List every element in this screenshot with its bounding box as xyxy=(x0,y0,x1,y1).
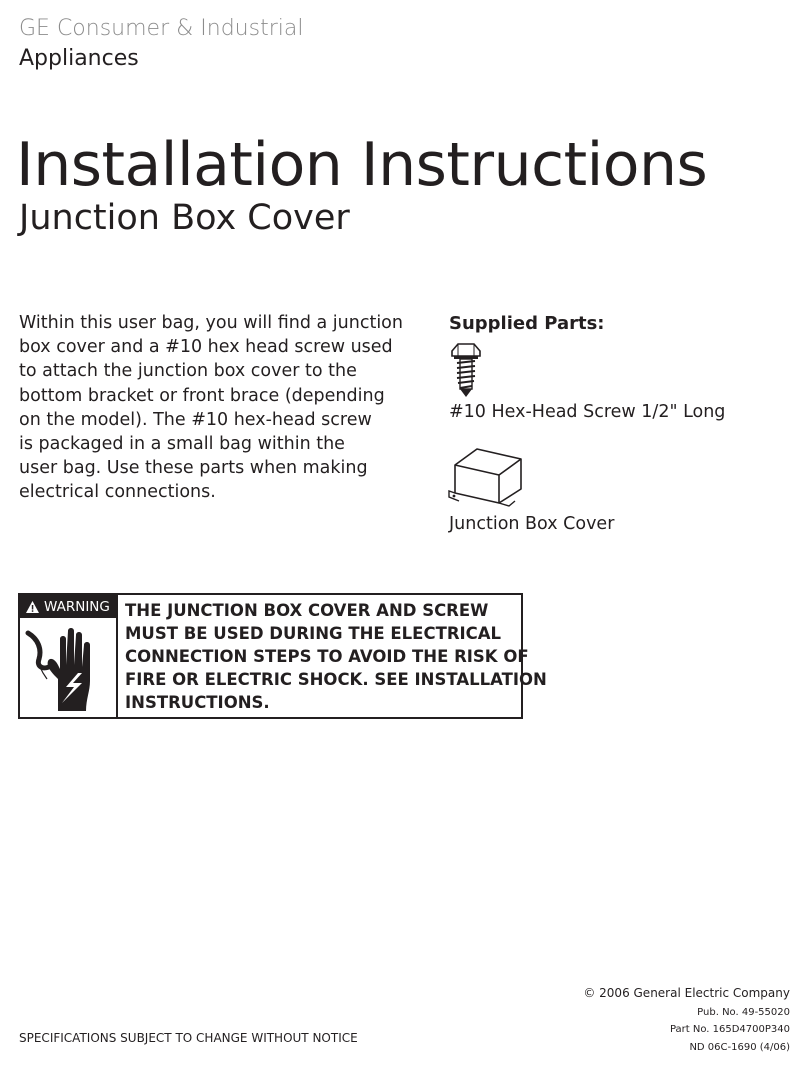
warning-triangle-icon xyxy=(25,600,40,614)
electric-shock-hand-icon xyxy=(22,619,115,715)
warning-line: CONNECTION STEPS TO AVOID THE RISK OF xyxy=(125,647,529,666)
company-name: GE Consumer & Industrial xyxy=(19,16,304,41)
hex-head-screw-icon xyxy=(449,342,483,398)
intro-line: bottom bracket or front brace (depending xyxy=(19,385,385,406)
intro-line: to attach the junction box cover to the xyxy=(19,361,357,382)
warning-line: THE JUNCTION BOX COVER AND SCREW xyxy=(125,601,489,620)
supplied-parts-heading: Supplied Parts: xyxy=(449,313,605,334)
warning-divider xyxy=(116,595,118,717)
warning-line: INSTRUCTIONS. xyxy=(125,693,270,712)
warning-message xyxy=(125,599,547,714)
division-name: Appliances xyxy=(19,46,139,71)
warning-label xyxy=(20,595,117,618)
warning-line: FIRE OR ELECTRIC SHOCK. SEE INSTALLATION xyxy=(125,670,547,689)
pub-number: Pub. No. 49-55020 xyxy=(697,1007,790,1018)
intro-line: box cover and a #10 hex head screw used xyxy=(19,337,393,358)
part-number: Part No. 165D4700P340 xyxy=(669,1024,790,1036)
warning-box xyxy=(18,593,547,719)
specifications-notice: SPECIFICATIONS SUBJECT TO CHANGE WITHOUT NOTICE xyxy=(19,1031,358,1045)
warning-line: MUST BE USED DURING THE ELECTRICAL xyxy=(125,624,502,643)
intro-paragraph xyxy=(19,311,419,505)
intro-line: is packaged in a small bag within the xyxy=(19,434,345,455)
intro-line: Within this user bag, you will find a junction xyxy=(19,313,403,333)
junction-box-cover-icon xyxy=(447,443,525,509)
warning-label-text: WARNING xyxy=(44,598,110,615)
intro-line: on the model). The #10 hex-head screw xyxy=(19,409,372,430)
screw-caption: #10 Hex-Head Screw 1/2" Long xyxy=(449,402,726,422)
page-subtitle: Junction Box Cover xyxy=(19,198,350,238)
nd-number: ND 06C-1690 (4/06) xyxy=(689,1041,790,1053)
intro-line: user bag. Use these parts when making xyxy=(19,458,368,479)
page-title: Installation Instructions xyxy=(16,130,708,200)
publication-info xyxy=(670,1004,790,1056)
intro-line: electrical connections. xyxy=(19,482,216,503)
copyright: © 2006 General Electric Company xyxy=(583,986,790,1000)
junction-box-caption: Junction Box Cover xyxy=(449,514,615,534)
